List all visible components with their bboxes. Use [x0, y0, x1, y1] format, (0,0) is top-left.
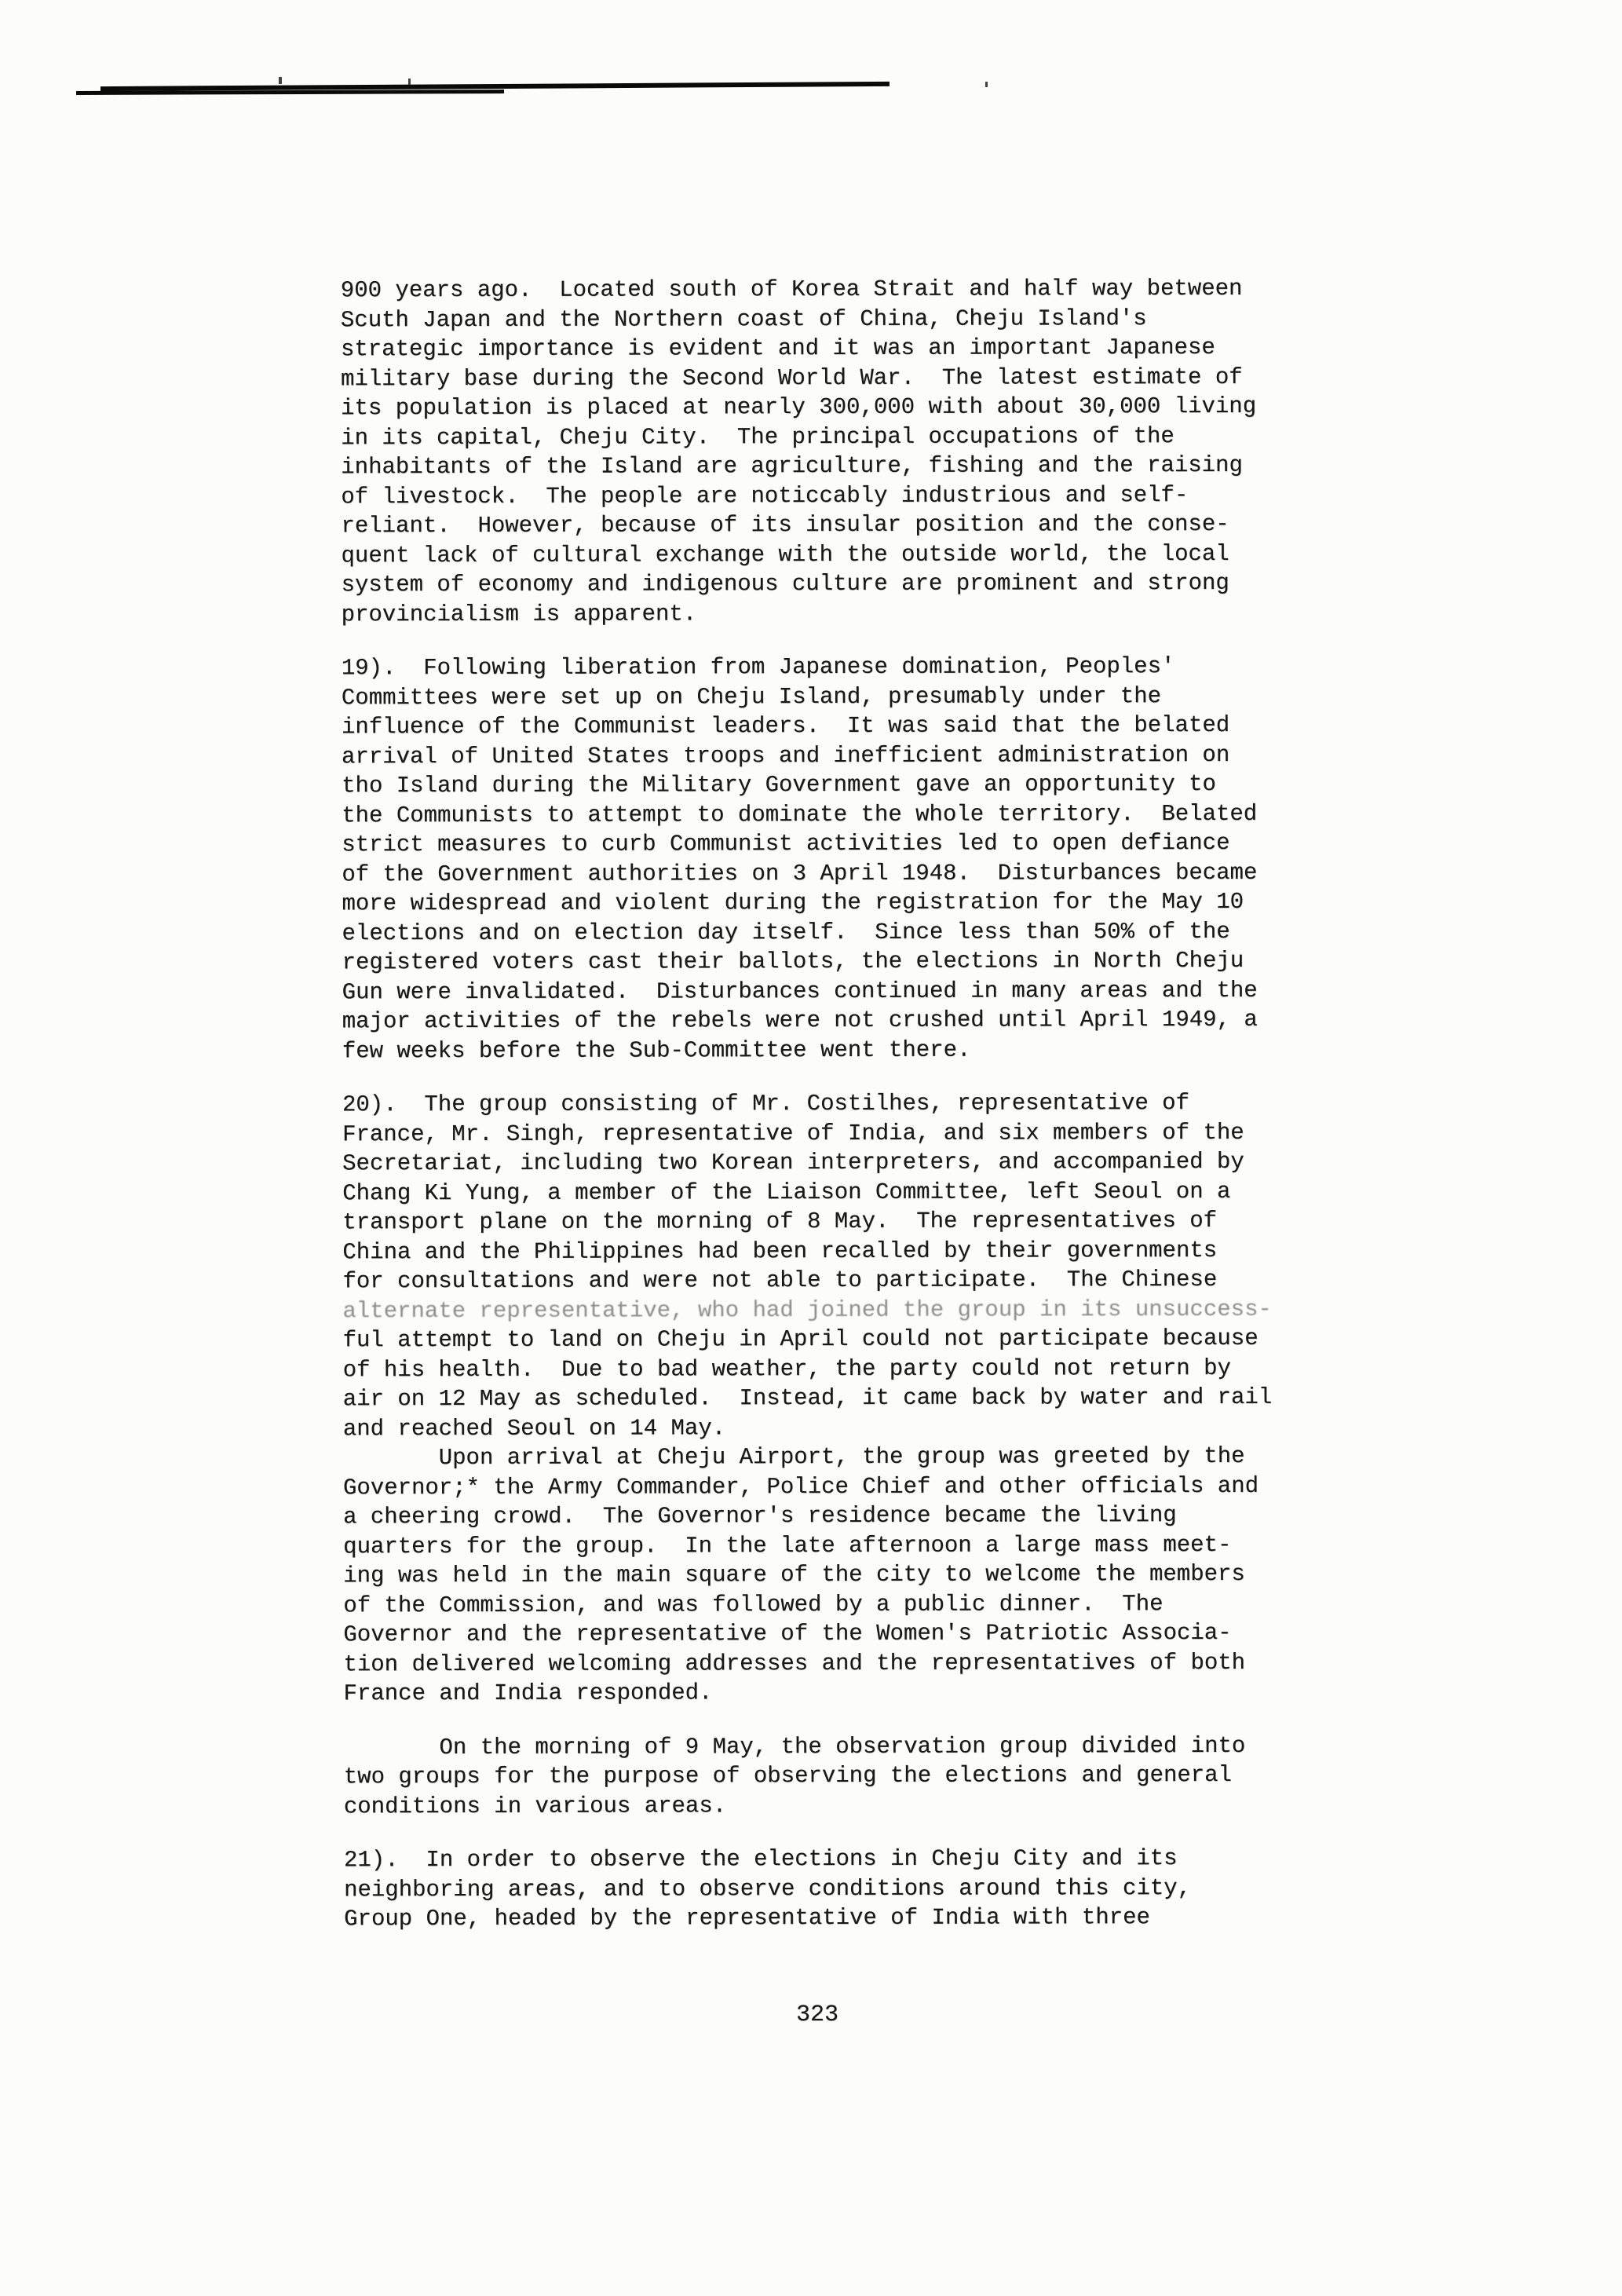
scan-speck: [279, 77, 282, 84]
paragraph-morning-9-may: On the morning of 9 May, the observation group divided into two groups for the purpose of observing the elections and general conditions in various areas.: [343, 1732, 1246, 1819]
paragraph-21: 21). In order to observe the elections in Cheju City and its neighboring areas, and to observe conditions around this city, Group One, headed by the representative of India with three: [343, 1845, 1192, 1932]
paragraph-20-faded-line: alternate representative, who had joined the group in its unsuccess-: [342, 1296, 1272, 1324]
paragraph-intro: 900 years ago. Located south of Korea Strait and half way between Scuth Japan and the Northern coast of China, Cheju Island's strategic importance is evident and it was an important Japanese military base during the Second World War. The latest estimate of its population is placed at nearly 300,000 with about 30,000 living in its capital, Cheju City. The principal occupations of the inhabitants of the Island are agriculture, fishing and the raising of livestock. The people are noticcably industrious and self- reliant. However, because of its insular position and the conse- quent lack of cultural exchange with the outside world, the local system of economy and indigenous culture are prominent and strong provincialism is apparent.: [340, 275, 1257, 627]
scan-line-artifact: [76, 90, 504, 95]
paragraph-20-part-1: 20). The group consisting of Mr. Costilhes, representative of France, Mr. Singh, representative of India, and six members of the Secretariat, including two Korean interpreters, and accompanied by Chang Ki Yung, a member of the Liaison Committee, left Seoul on a transport plane on the morning of 8 May. The representatives of China and the Philippines had been recalled by their governments for consultations and were not able to participate. The Chinese: [342, 1090, 1244, 1295]
paragraph-19: 19). Following liberation from Japanese domination, Peoples' Committees were set up on Cheju Island, presumably under the influence of the Communist leaders. It was said that the belated arrival of United States troops and inefficient administration on tho Island during the Military Government gave an opportunity to the Communists to attempt to dominate the whole territory. Belated strict measures to curb Communist activities led to open defiance of the Government authorities on 3 April 1948. Disturbances became more widespread and violent during the registration for the May 10 elections and on election day itself. Since less than 50% of the registered voters cast their ballots, the elections in North Cheju Gun were invalidated. Disturbances continued in many areas and the major activities of the rebels were not crushed until April 1949, a few weeks before the Sub-Committee went there.: [341, 653, 1258, 1064]
scan-speck: [985, 82, 988, 87]
page-number: 323: [795, 2002, 838, 2028]
page-body-text: [341, 274, 1333, 1958]
scan-speck: [408, 79, 411, 85]
paragraph-20-part-2: ful attempt to land on Cheju in April could not participate because of his health. Due to bad weather, the party could not return by air on 12 May as scheduled. Instead, it came back by water and rail and reached Seoul on 14 May. Upon arrival at Cheju Airport, the group was greeted by the Governor;* the Army Commander, Police Chief and other officials and a cheering crowd. The Governor's residence became the living quarters for the group. In the late afternoon a large mass meet- ing was held in the main square of the city to welcome the members of the Commission, and was followed by a public dinner. The Governor and the representative of the Women's Patriotic Associa- tion delivered welcoming addresses and the representatives of both France and India responded.: [342, 1325, 1273, 1707]
